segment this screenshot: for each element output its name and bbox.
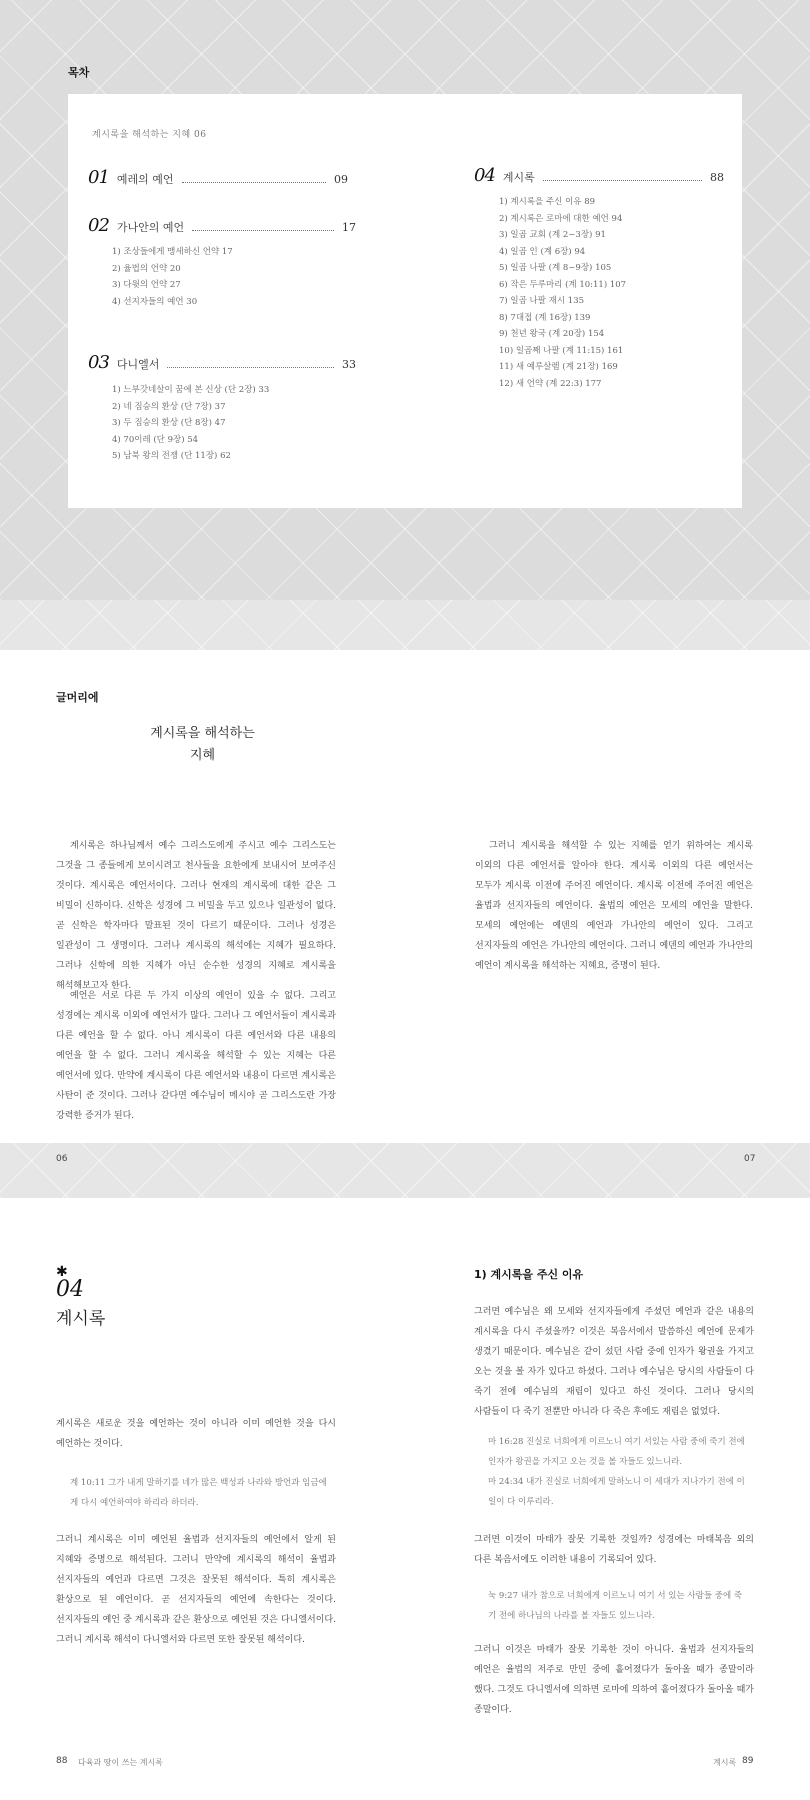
chapter-number: 04 (56, 1277, 84, 1302)
page-separator-band (0, 600, 810, 650)
toc-chapter-03[interactable] (88, 352, 356, 373)
page-number-right: 07 (744, 1154, 756, 1164)
toc-sublist-02 (112, 244, 233, 310)
page-footer-band (0, 1143, 810, 1198)
leader-dots (167, 367, 334, 368)
chapter-page: 33 (342, 358, 356, 371)
toc-subitem[interactable]: 5) 남북 왕의 전쟁 (단 11장) 62 (112, 451, 231, 461)
toc-subitem[interactable]: 9) 천년 왕국 (계 20장) 154 (499, 329, 605, 339)
scripture-quote: 마 16:28 진실로 너희에게 이르노니 여기 서있는 사람 중에 죽기 전에 인자가 왕권을 가지고 오는 것을 볼 자들도 있느니라. 마 24:34 내가 진실로 너희에게 말하노니 이 세대가 지나가기 전에 이 일이 다 이루리라. (488, 1437, 745, 1507)
chapter-paragraph: 그러니 계시록은 이미 예언된 율법과 선지자들의 예언에서 알게 된 지혜와 증명으로 해석된다. 그러니 만약에 계시록의 해석이 율법과 선지자들의 예언과 다르면 그것은 잘못된 해석이다. 특히 계시록은 환상으로 된 예언이다. 곧 선지자들의 예언에 속한다는 것이다. 선지자들의 예언 중 계시록과 같은 환상으로 예언된 것은 다니엘서이다. 그러니 계시록 해석이 다니엘서와 다르면 또한 잘못된 해석이다. (56, 1535, 336, 1645)
chapter-title: 계시록 (502, 171, 535, 184)
page-number-left: 06 (56, 1154, 68, 1164)
toc-subitem[interactable]: 12) 새 언약 (계 22:3) 177 (499, 378, 602, 389)
toc-subitem[interactable]: 2) 네 짐승의 환상 (단 7장) 37 (112, 401, 226, 412)
chapter-lead: 계시록은 새로운 것을 예언하는 것이 아니라 이미 예언한 것을 다시 예언하는 것이다. (56, 1419, 336, 1449)
toc-subitem[interactable]: 4) 70이레 (단 9장) 54 (112, 434, 199, 445)
chapter-paragraph: 그러니 이것은 마태가 잘못 기록한 것이 아니다. 율법과 선지자들의 예언은 율법의 저주로 만민 중에 흩어졌다가 돌아올 때가 종말이라 했다. 그것도 다니엘서에 의하면 로마에 의하여 흩어졌다가 돌아올 때가 종말이다. (474, 1645, 754, 1715)
chapter-title: 다니엘서 (116, 358, 160, 371)
chapter-page: 88 (710, 171, 724, 184)
toc-subitem[interactable]: 3) 일곱 교회 (계 2~3장) 91 (499, 230, 606, 240)
toc-subitem[interactable]: 5) 일곱 나팔 (계 8~9장) 105 (499, 263, 612, 273)
chapter-title: 계시록 (56, 1309, 106, 1329)
running-footer-left: 다육과 땅이 쓰는 계시록 (78, 1758, 163, 1767)
preface-paragraph: 예언은 서로 다른 두 가지 이상의 예언이 있을 수 없다. 그리고 성경에는 계시록 이외에 예언서가 많다. 그러나 그 예언서들이 계시록과 다른 예언을 할 수 없다. 아니 계시록이 다른 예언서와 다른 내용의 예언을 할 수 없다. 그러니 계시록을 해석할 수 있는 지혜는 다른 예언서에 있다. 만약에 계시록이 다른 예언서와 내용이 다르면 계시록은 사탄이 준 것이다. 그러나 같다면 예수님이 메시야 곧 그리스도란 가장 강력한 증거가 된다. (56, 991, 336, 1121)
toc-chapter-02[interactable] (88, 215, 356, 236)
toc-subitem[interactable]: 1) 조상들에게 맹세하신 언약 17 (112, 247, 233, 257)
leader-dots (543, 180, 702, 181)
chapter-page: 09 (334, 173, 348, 186)
toc-subitem[interactable]: 1) 느부갓네살이 꿈에 본 신상 (단 2장) 33 (112, 385, 270, 395)
toc-header: 목차 (68, 66, 90, 79)
running-footer-right: 계시록 (713, 1758, 737, 1767)
scripture-quote: 눅 9:27 내가 참으로 너희에게 이르노니 여기 서 있는 사람들 중에 죽기 전에 하나님의 나라를 볼 자들도 있느니라. (488, 1591, 743, 1621)
toc-subitem[interactable]: 2) 율법의 언약 20 (112, 263, 181, 274)
preface-header: 글머리에 (56, 691, 99, 704)
chapter-title: 가나안의 예언 (116, 221, 185, 234)
toc-chapter-04[interactable] (474, 165, 724, 186)
chapter-number: 03 (88, 352, 109, 373)
chapter-paragraph: 그러면 이것이 마태가 잘못 기록한 것일까? 성경에는 마태복음 외의 다른 복음서에도 이러한 내용이 기록되어 있다. (474, 1535, 754, 1565)
toc-subitem[interactable]: 1) 계시록을 주신 이유 89 (499, 197, 596, 207)
toc-subitem[interactable]: 3) 두 짐승의 환상 (단 8장) 47 (112, 418, 226, 428)
preface-paragraph: 그러니 계시록을 해석할 수 있는 지혜를 얻기 위하여는 계시록 이외의 다른 예언서를 알아야 한다. 계시록 이외의 다른 예언서는 모두가 계시록 이전에 주어진 예언이다. 계시록 이전에 주어진 예언은 율법과 선지자들의 예언이다. 율법의 예언은 모세의 예언을 말한다. 모세의 예언에는 예덴의 예언과 가나안의 예언이 있다. 그리고 선지자들의 예언은 가나안의 예언이다. 그러니 예덴의 예언과 가나안의 예언이 계시록을 해석하는 지혜요, 증명이 된다. (475, 841, 753, 971)
toc-panel (68, 94, 742, 508)
preface-title-line1: 계시록을 해석하는 (150, 726, 255, 741)
page-number-right: 89 (742, 1756, 754, 1766)
scripture-quote: 계 10:11 그가 내게 말하기를 네가 많은 백성과 나라와 방언과 임금에게 다시 예언하여야 하리라 하더라. (70, 1478, 327, 1508)
toc-subitem[interactable]: 4) 일곱 인 (계 6장) 94 (499, 246, 586, 257)
toc-subitem[interactable]: 4) 선지자들의 예언 30 (112, 296, 198, 307)
page-number-left: 88 (56, 1756, 68, 1766)
chapter-number: 02 (88, 215, 109, 236)
preface-title (0, 723, 405, 767)
toc-subitem[interactable]: 6) 작은 두루마리 (계 10:11) 107 (499, 279, 627, 290)
chapter-page: 17 (342, 221, 356, 234)
leader-dots (182, 182, 326, 183)
chapter-number: 01 (88, 167, 109, 188)
toc-subitem[interactable]: 3) 다윗의 언약 27 (112, 280, 181, 290)
toc-sublist-03 (112, 382, 269, 465)
toc-chapter-01[interactable] (88, 167, 348, 188)
chapter-number: 04 (474, 165, 495, 186)
toc-sublist-04 (499, 194, 626, 392)
section-subhead: 1) 계시록을 주신 이유 (474, 1268, 584, 1281)
toc-intro-line[interactable]: 계시록을 해석하는 지혜 06 (92, 130, 207, 140)
toc-subitem[interactable]: 7) 일곱 나팔 재시 135 (499, 296, 585, 306)
chapter-title: 예레의 예언 (116, 173, 174, 186)
chapter-paragraph: 그러면 예수님은 왜 모세와 선지자들에게 주셨던 예언과 같은 내용의 계시록을 다시 주셨을까? 이것은 복음서에서 말씀하신 예언에 문제가 생겼기 때문이다. 예수님은 같이 섰던 사람 중에 인자가 왕권을 가지고 오는 것을 볼 자가 있다고 하셨다. 그러나 예수님은 당시의 사람들이 다 죽기 전에 예수님의 재림이 있다고 하신 것이다. 그러나 당시의 사람들이 다 죽기 전뿐만 아니라 다 죽은 후에도 재림은 없었다. (474, 1307, 754, 1417)
preface-title-line2: 지혜 (189, 748, 216, 763)
toc-subitem[interactable]: 8) 7대접 (계 16장) 139 (499, 312, 591, 323)
toc-subitem[interactable]: 2) 계시록은 로마에 대한 예언 94 (499, 213, 623, 224)
toc-subitem[interactable]: 10) 일곱째 나팔 (계 11:15) 161 (499, 345, 624, 356)
star-icon: ✱ (56, 1264, 68, 1280)
leader-dots (192, 230, 334, 231)
toc-subitem[interactable]: 11) 새 예루살렘 (계 21장) 169 (499, 362, 618, 372)
preface-paragraph: 계시록은 하나님께서 예수 그리스도에게 주시고 예수 그리스도는 그것을 그 종들에게 보이시려고 천사들을 요한에게 보내시어 보여주신 것이다. 계시록은 예언서이다. 그러나 현재의 계시록에 대한 같은 그 비밀이 신하이다. 신학은 성경에 그 비밀을 두고 있으나 일관성이 없다. 곧 신학은 학자마다 말표된 것이 다르기 때문이다. 그러나 성경은 일관성이 그 생명이다. 그러나 계시록의 해석에는 지혜가 필요하다. 그러나 신학에 의한 지혜가 아닌 순수한 성경의 지혜로 계시록을 해석해보고자 한다. (56, 841, 336, 991)
